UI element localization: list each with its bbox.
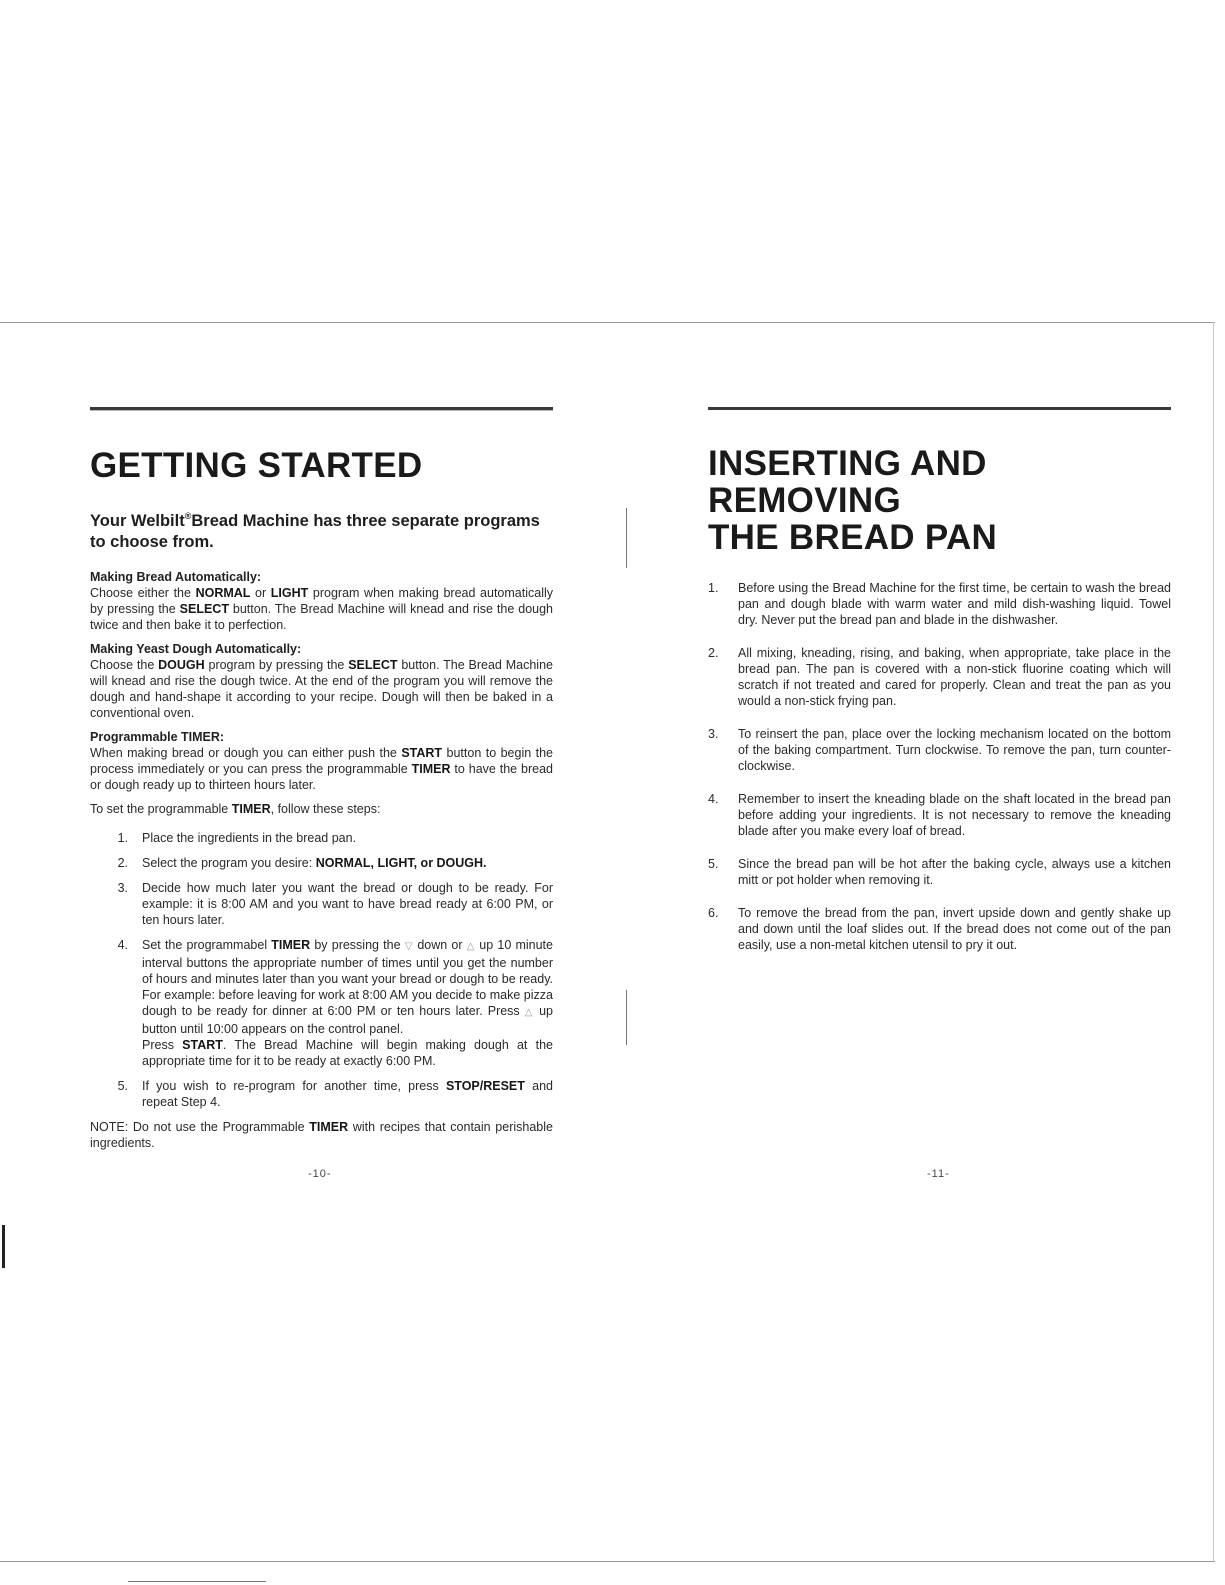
section-heading: Making Yeast Dough Automatically:	[90, 642, 302, 656]
page-title: GETTING STARTED	[90, 446, 423, 485]
arrow-icon: △	[466, 941, 476, 952]
bold-term: START	[401, 746, 443, 760]
text-run: up 10 minute interval buttons the appropriate number of times until you get the number of hours and minutes later than you want your bread or dough to be ready. For example: before leaving for work at 8:00 AM you decide to make pizza dough to be ready for dinner at 6:00 PM or ten hours later. Press	[142, 938, 553, 1018]
sections	[90, 569, 553, 793]
step-number: 4.	[117, 938, 128, 952]
step-number: 5.	[708, 857, 719, 871]
page-title	[708, 445, 1171, 556]
text-run: NOTE: Do not use the Programmable	[90, 1120, 310, 1134]
scan-bottom-link	[128, 1581, 266, 1582]
arrow-icon: △	[524, 1007, 535, 1018]
timer-steps-list	[90, 830, 553, 1110]
text-run: and repeat Step 4.	[142, 1079, 553, 1109]
bold-term: LIGHT	[270, 586, 309, 600]
step-text	[738, 905, 1171, 953]
scan-left-mark	[2, 1225, 5, 1268]
text-run: Select the program you desire:	[142, 856, 316, 870]
step-text	[738, 791, 1171, 839]
list-item	[708, 791, 1171, 839]
text-run: to have the bread or dough ready up to thirteen hours later.	[90, 762, 553, 792]
arrow-icon: ▽	[404, 941, 414, 952]
text-run: program when making bread automatically by pressing the	[90, 586, 553, 616]
text-run: If you wish to re-program for another time, press	[142, 1079, 446, 1093]
text-run: Before using the Bread Machine for the first time, be certain to wash the bread pan and dough blade with warm water and mild dish-washing liquid. Towel dry. Never put the bread pan and blade in the dishwasher.	[738, 581, 1171, 627]
bold-term: START	[182, 1038, 223, 1052]
note-text	[90, 1119, 553, 1151]
scan-bottom-border	[0, 1561, 1215, 1562]
header-rule	[708, 407, 1171, 410]
step-number: 5.	[117, 1079, 128, 1093]
text-run: button to begin the process immediately or you can press the programmable	[90, 746, 554, 776]
text-run: program by pressing the	[204, 658, 349, 672]
list-item	[708, 726, 1171, 774]
step-text	[142, 1078, 553, 1110]
text-run: . The Bread Machine will begin making dough at the appropriate time for it to be ready at exactly 6:00 PM.	[142, 1038, 553, 1068]
step-number: 3.	[117, 881, 128, 895]
section-heading: Making Bread Automatically:	[90, 570, 262, 584]
text-run: When making bread or dough you can either push the	[90, 746, 402, 760]
list-item	[708, 645, 1171, 709]
list-item	[90, 880, 553, 928]
left-page	[90, 407, 553, 1159]
step-text	[142, 937, 553, 1069]
text-run: Choose either the	[90, 586, 196, 600]
step-number: 3.	[708, 727, 719, 741]
bold-term: SELECT	[179, 602, 229, 616]
right-page	[708, 407, 1171, 970]
text-run: button. The Bread Machine will knead and rise the dough twice. At the end of the program you will remove the dough and hand-shape it according to your recipe. Dough will then be baked in a conventional oven.	[90, 658, 553, 720]
text-run: Set the programmabel	[142, 938, 272, 952]
text-run: button. The Bread Machine will knead and rise the dough twice and then bake it to perfection.	[90, 602, 554, 632]
step-number: 1.	[117, 831, 128, 845]
text-run: All mixing, kneading, rising, and baking, when appropriate, take place in the bread pan. The pan is covered with a non-stick fluorine coating which will scratch if not treated and cared for properly. Clean and treat the pan as you would a non-stick frying pan.	[738, 646, 1171, 708]
title-line-2: THE BREAD PAN	[708, 518, 998, 557]
text-run: Choose the	[90, 658, 159, 672]
bold-term: NORMAL, LIGHT, or DOUGH.	[315, 856, 487, 870]
step-number: 4.	[708, 792, 719, 806]
header-rule	[90, 407, 553, 411]
scan-top-border	[0, 322, 1215, 323]
gutter-mark-2	[626, 990, 627, 1045]
pan-steps-list	[708, 580, 1171, 953]
bold-term: TIMER	[271, 938, 311, 952]
text-run: , follow these steps:	[270, 802, 381, 816]
step-number: 1.	[708, 581, 719, 595]
page-number-left: -10-	[308, 1168, 332, 1180]
list-item	[90, 937, 553, 1069]
text-run: with recipes that contain perishable ingredients.	[90, 1120, 553, 1150]
text-run: Remember to insert the kneading blade on the shaft located in the bread pan before adding your ingredients. It is not necessary to remove the kneading blade after you make every loaf of bread.	[738, 792, 1171, 838]
text-run: To set the programmable	[90, 802, 232, 816]
bold-term: TIMER	[309, 1120, 349, 1134]
text-run: To remove the bread from the pan, invert upside down and gently shake up and down until the loaf slides out. If the bread does not come out of the pan easily, use a non-metal kitchen utensil to pry it out.	[738, 906, 1171, 952]
step-text	[142, 830, 553, 846]
text-run: Press	[142, 1038, 183, 1052]
list-item	[90, 855, 553, 871]
step-text	[738, 726, 1171, 774]
step-number: 6.	[708, 906, 719, 920]
scan-right-border	[1213, 322, 1214, 1562]
list-item	[708, 905, 1171, 953]
step-number: 2.	[708, 646, 719, 660]
section-body	[90, 657, 553, 721]
intro-text: Your Welbilt®Bread Machine has three separate programs to choose from.	[90, 511, 540, 551]
section-heading: Programmable TIMER:	[90, 730, 225, 744]
step-number: 2.	[117, 856, 128, 870]
list-item	[90, 830, 553, 846]
page-number-right: -11-	[927, 1168, 950, 1180]
bold-term: NORMAL	[195, 586, 251, 600]
list-item	[90, 1078, 553, 1110]
bold-term: TIMER	[411, 762, 451, 776]
text-run: down or	[413, 938, 467, 952]
text-run: Decide how much later you want the bread or dough to be ready. For example: it is 8:00 AM and you want to have bread ready at 6:00 PM, or ten hours later.	[142, 881, 553, 927]
steps-intro	[90, 801, 553, 817]
step-text	[142, 855, 553, 871]
bold-term: STOP/RESET	[445, 1079, 525, 1093]
step-text	[738, 580, 1171, 628]
step-text	[142, 880, 553, 928]
bold-term: DOUGH	[158, 658, 205, 672]
step-text	[738, 645, 1171, 709]
bold-term: TIMER	[231, 802, 271, 816]
text-run: up button until 10:00 appears on the control panel.	[142, 1004, 553, 1036]
section-body	[90, 745, 553, 793]
list-item	[708, 856, 1171, 888]
bold-term: SELECT	[348, 658, 398, 672]
text-run: by pressing the	[310, 938, 405, 952]
title-line-1: INSERTING AND REMOVING	[708, 444, 987, 520]
gutter-mark-1	[626, 508, 627, 568]
text-run: To reinsert the pan, place over the locking mechanism located on the bottom of the baking compartment. Turn clockwise. To remove the pan, turn counter-clockwise.	[738, 727, 1171, 773]
text-run: Place the ingredients in the bread pan.	[142, 831, 357, 845]
section-body	[90, 585, 553, 633]
text-run: Since the bread pan will be hot after the baking cycle, always use a kitchen mitt or pot holder when removing it.	[738, 857, 1171, 887]
text-run: or	[250, 586, 271, 600]
list-item	[708, 580, 1171, 628]
step-text	[738, 856, 1171, 888]
